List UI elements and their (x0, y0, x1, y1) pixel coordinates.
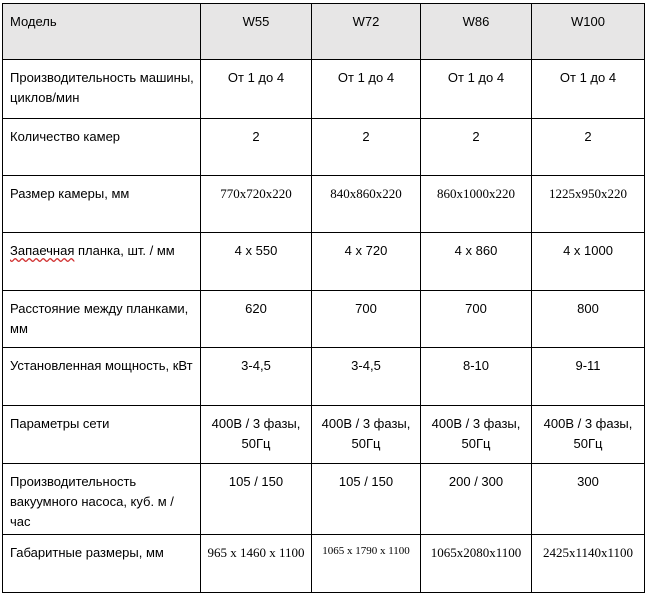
value-cell: 1065x2080x1100 (421, 535, 532, 593)
value-cell: 400В / 3 фазы, 50Гц (421, 406, 532, 464)
specifications-table (2, 3, 645, 593)
param-cell: Производительность машины, циклов/мин (3, 60, 201, 119)
value-cell: 400В / 3 фазы, 50Гц (201, 406, 312, 464)
value-cell: 400В / 3 фазы, 50Гц (312, 406, 421, 464)
value-cell: 3-4,5 (312, 348, 421, 406)
param-cell: Размер камеры, мм (3, 176, 201, 233)
table-row (3, 348, 645, 406)
value-cell: 400В / 3 фазы, 50Гц (532, 406, 645, 464)
value-cell: 700 (421, 291, 532, 348)
value-cell: 770x720x220 (201, 176, 312, 233)
spellcheck-word: Запаечная (10, 243, 75, 258)
value-cell: 800 (532, 291, 645, 348)
value-cell: 2 (201, 119, 312, 176)
table-row (3, 406, 645, 464)
value-cell: 2 (312, 119, 421, 176)
value-cell: 4 x 550 (201, 233, 312, 291)
param-text: планка, шт. / мм (74, 243, 175, 258)
table-row (3, 60, 645, 119)
value-cell: 200 / 300 (421, 464, 532, 535)
value-cell: 2 (421, 119, 532, 176)
header-param-cell: Модель (3, 4, 201, 60)
value-cell: От 1 до 4 (201, 60, 312, 119)
value-cell: 4 x 860 (421, 233, 532, 291)
value-cell: 4 x 1000 (532, 233, 645, 291)
value-cell: От 1 до 4 (312, 60, 421, 119)
table-row (3, 464, 645, 535)
value-cell: 4 x 720 (312, 233, 421, 291)
value-cell: 3-4,5 (201, 348, 312, 406)
value-cell: 965 x 1460 x 1100 (201, 535, 312, 593)
param-cell: Количество камер (3, 119, 201, 176)
value-cell: От 1 до 4 (421, 60, 532, 119)
header-model-w100: W100 (532, 4, 645, 60)
value-cell: 700 (312, 291, 421, 348)
param-cell: Установленная мощность, кВт (3, 348, 201, 406)
header-model-w55: W55 (201, 4, 312, 60)
value-cell: 840x860x220 (312, 176, 421, 233)
param-cell: Параметры сети (3, 406, 201, 464)
table-row (3, 535, 645, 593)
table-row (3, 176, 645, 233)
value-cell: 1225x950x220 (532, 176, 645, 233)
value-cell: 860x1000x220 (421, 176, 532, 233)
header-model-w72: W72 (312, 4, 421, 60)
value-cell: 2 (532, 119, 645, 176)
table-row (3, 291, 645, 348)
value-cell: 8-10 (421, 348, 532, 406)
param-cell: Габаритные размеры, мм (3, 535, 201, 593)
table-row (3, 119, 645, 176)
value-cell: 620 (201, 291, 312, 348)
table-row (3, 233, 645, 291)
value-cell: 1065 x 1790 x 1100 (312, 535, 421, 593)
value-cell: 2425x1140x1100 (532, 535, 645, 593)
header-model-w86: W86 (421, 4, 532, 60)
value-cell: От 1 до 4 (532, 60, 645, 119)
value-cell: 105 / 150 (312, 464, 421, 535)
table-header-row (3, 4, 645, 60)
param-cell (3, 233, 201, 291)
value-cell: 9-11 (532, 348, 645, 406)
value-cell: 105 / 150 (201, 464, 312, 535)
value-cell: 300 (532, 464, 645, 535)
param-cell: Производительность вакуумного насоса, куб. м /час (3, 464, 201, 535)
param-cell: Расстояние между планками, мм (3, 291, 201, 348)
